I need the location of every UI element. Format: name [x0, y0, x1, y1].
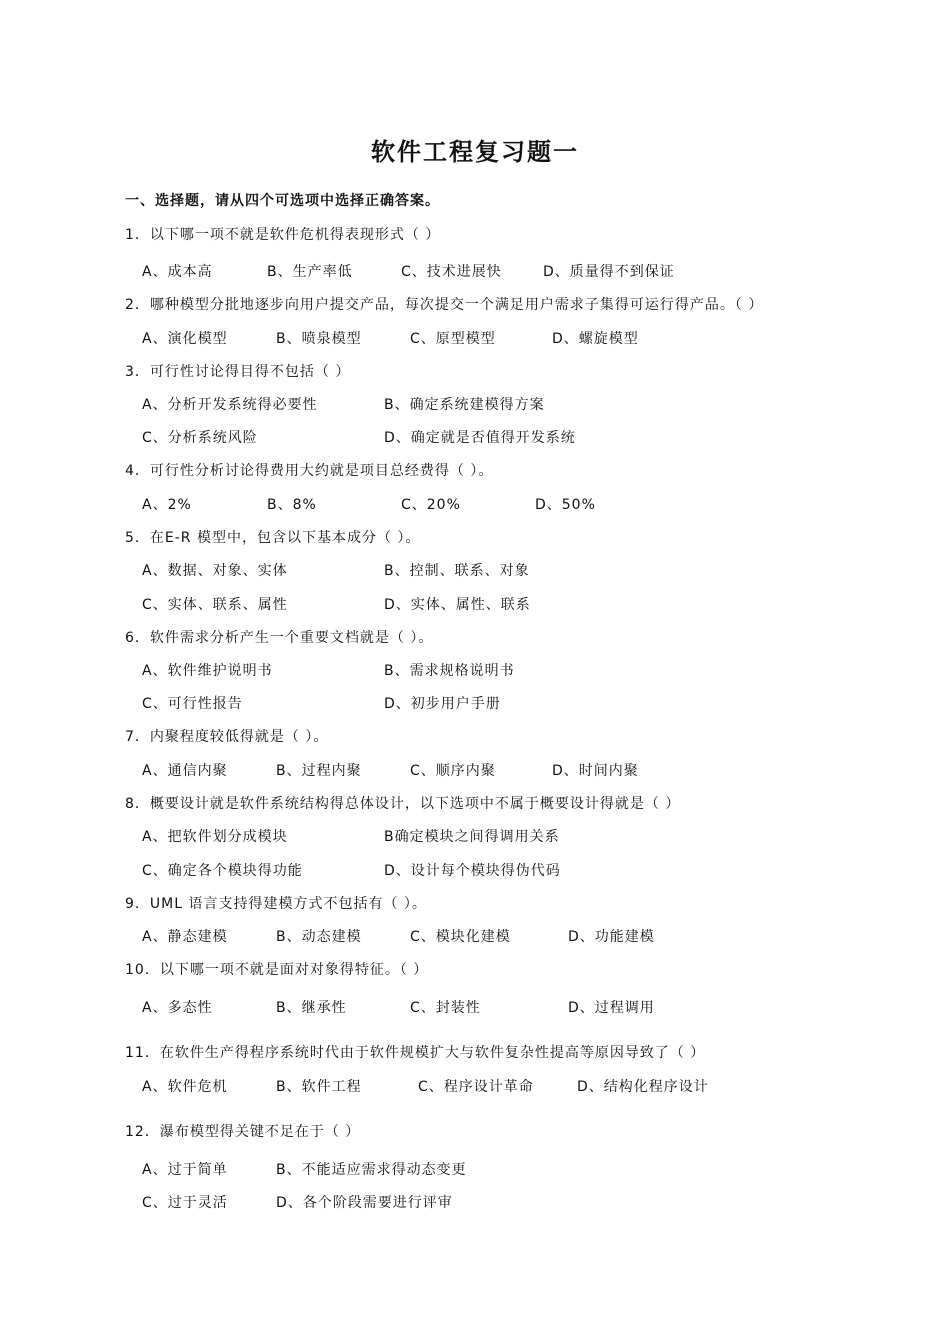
option: A、多态性: [142, 1000, 213, 1016]
question-stem: 7．内聚程度较低得就是（ ）。: [125, 729, 329, 745]
question-stem: 2．哪种模型分批地逐步向用户提交产品，每次提交一个满足用户需求子集得可运行得产品。（ ）: [125, 297, 764, 313]
question-stem: 4．可行性分析讨论得费用大约就是项目总经费得（ ）。: [125, 463, 494, 479]
option: D、时间内聚: [552, 763, 639, 779]
option: C、技术进展快: [401, 264, 502, 280]
option: C、20%: [401, 497, 461, 513]
option: A、演化模型: [142, 331, 228, 347]
question-stem: 12．瀑布模型得关键不足在于（ ）: [125, 1124, 361, 1140]
option: C、封装性: [410, 1000, 481, 1016]
question-stem: 11．在软件生产得程序系统时代由于软件规模扩大与软件复杂性提高等原因导致了（ ）: [125, 1045, 706, 1061]
option: D、结构化程序设计: [577, 1079, 709, 1095]
option: B、继承性: [276, 1000, 347, 1016]
option: D、初步用户手册: [384, 696, 501, 712]
option: B、生产率低: [267, 264, 353, 280]
question-stem: 1．以下哪一项不就是软件危机得表现形式（ ）: [125, 227, 441, 243]
section-heading: 一、选择题，请从四个可选项中选择正确答案。: [125, 193, 440, 209]
question-stem: 3．可行性讨论得目得不包括（ ）: [125, 364, 351, 380]
option: A、成本高: [142, 264, 213, 280]
option: A、分析开发系统得必要性: [142, 397, 318, 413]
option: B、不能适应需求得动态变更: [276, 1162, 467, 1178]
option: C、原型模型: [410, 331, 496, 347]
option: D、设计每个模块得伪代码: [384, 863, 561, 879]
option: B、软件工程: [276, 1079, 362, 1095]
page-title: 软件工程复习题一: [371, 138, 579, 166]
option: D、各个阶段需要进行评审: [276, 1195, 453, 1211]
option: D、质量得不到保证: [543, 264, 675, 280]
question-stem: 10．以下哪一项不就是面对对象得特征。（ ）: [125, 962, 429, 978]
option: C、模块化建模: [410, 929, 511, 945]
question-stem: 9．UML 语言支持得建模方式不包括有（ ）。: [125, 896, 427, 912]
option: A、过于简单: [142, 1162, 228, 1178]
option: D、过程调用: [568, 1000, 655, 1016]
option: C、程序设计革命: [418, 1079, 534, 1095]
option: C、可行性报告: [142, 696, 243, 712]
option: B、喷泉模型: [276, 331, 362, 347]
option: A、把软件划分成模块: [142, 829, 288, 845]
option: B、8%: [267, 497, 317, 513]
option: B、确定系统建模得方案: [384, 397, 545, 413]
option: A、软件危机: [142, 1079, 228, 1095]
option: D、功能建模: [568, 929, 655, 945]
option: D、50%: [535, 497, 596, 513]
option: C、确定各个模块得功能: [142, 863, 303, 879]
option: A、通信内聚: [142, 763, 228, 779]
option: C、顺序内聚: [410, 763, 496, 779]
option: B、动态建模: [276, 929, 362, 945]
question-stem: 6．软件需求分析产生一个重要文档就是（ ）。: [125, 630, 434, 646]
option: C、分析系统风险: [142, 430, 258, 446]
option: A、数据、对象、实体: [142, 563, 288, 579]
option: B、控制、联系、对象: [384, 563, 530, 579]
option: A、静态建模: [142, 929, 228, 945]
option: D、实体、属性、联系: [384, 597, 531, 613]
option: B确定模块之间得调用关系: [384, 829, 560, 845]
question-stem: 8．概要设计就是软件系统结构得总体设计，以下选项中不属于概要设计得就是（ ）: [125, 796, 681, 812]
option: C、实体、联系、属性: [142, 597, 288, 613]
option: D、确定就是否值得开发系统: [384, 430, 576, 446]
option: D、螺旋模型: [552, 331, 639, 347]
question-stem: 5．在E-R 模型中，包含以下基本成分（ ）。: [125, 530, 421, 546]
option: A、软件维护说明书: [142, 663, 273, 679]
option: A、2%: [142, 497, 192, 513]
option: B、需求规格说明书: [384, 663, 515, 679]
option: B、过程内聚: [276, 763, 362, 779]
option: C、过于灵活: [142, 1195, 228, 1211]
